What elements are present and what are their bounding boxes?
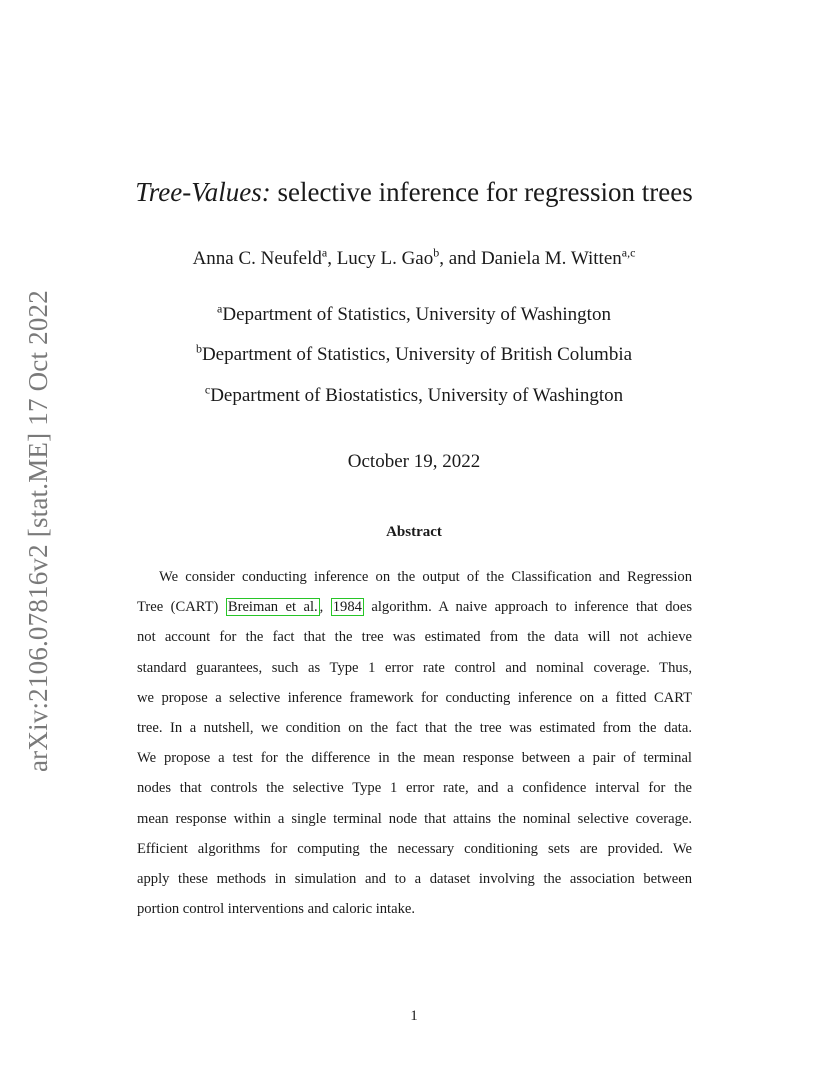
affiliation-text: Department of Biostatistics, University of Washington — [210, 385, 624, 406]
abstract-line: apply these methods in simulation and to a dataset involving the association between — [137, 870, 692, 887]
abstract-line: standard guarantees, such as Type 1 error rate control and nominal coverage. Thus, — [137, 659, 692, 676]
affiliation-line — [0, 342, 828, 368]
publication-date: October 19, 2022 — [347, 451, 481, 472]
abstract-text: algorithm. A naive approach to inference that does — [363, 599, 693, 616]
author-affiliation-mark: b — [433, 245, 440, 260]
author-name: Anna C. Neufeld — [192, 248, 322, 269]
author-affiliation-mark: a — [321, 245, 328, 260]
affiliation-mark: b — [195, 341, 202, 356]
author-separator: , and — [439, 248, 481, 269]
page-number: 1 — [410, 1008, 418, 1024]
author-list — [0, 246, 828, 272]
abstract-line: we propose a selective inference framework for conducting inference on a fitted CART — [137, 689, 692, 706]
abstract-line: mean response within a single terminal node that attains the nominal selective coverage. — [137, 810, 692, 827]
abstract-line: Efficient algorithms for computing the necessary conditioning sets are provided. We — [137, 840, 692, 857]
abstract-line: tree. In a nutshell, we condition on the fact that the tree was estimated from the data. — [137, 719, 692, 736]
affiliation-line — [0, 302, 828, 328]
abstract-line: We propose a test for the difference in the mean response between a pair of terminal — [137, 750, 692, 767]
affiliation-mark: a — [217, 301, 223, 316]
affiliation-line — [0, 383, 828, 409]
abstract-line: nodes that controls the selective Type 1 error rate, and a confidence interval for the — [137, 780, 692, 797]
affiliation-text: Department of Statistics, University of Washington — [222, 304, 611, 325]
abstract-line: not account for the fact that the tree was estimated from the data will not achieve — [137, 629, 692, 646]
abstract-heading: Abstract — [386, 524, 442, 540]
title-rest: selective inference for regression trees — [270, 177, 693, 207]
author-separator: , — [327, 248, 337, 269]
arxiv-identifier-stamp[interactable]: arXiv:2106.07816v2 [stat.ME] 17 Oct 2022 — [23, 290, 53, 772]
affiliation-text: Department of Statistics, University of British Columbia — [201, 344, 633, 365]
abstract-line — [137, 592, 692, 622]
affiliation-mark: c — [204, 382, 211, 397]
author-affiliation-mark: a,c — [621, 245, 636, 260]
abstract-line: portion control interventions and caloric intake. — [137, 901, 416, 918]
title-italic-part: Tree-Values: — [135, 177, 271, 207]
citation-link-year[interactable]: 1984 — [332, 599, 362, 616]
abstract-text: Tree (CART) — [137, 599, 226, 616]
citation-separator: , — [319, 599, 331, 616]
paper-title — [0, 172, 828, 212]
abstract-body — [137, 562, 692, 924]
citation-link-author[interactable]: Breiman et al. — [227, 599, 318, 616]
author-name: Daniela M. Witten — [480, 248, 622, 269]
author-name: Lucy L. Gao — [336, 248, 434, 269]
abstract-line: We consider conducting inference on the output of the Classification and Regression — [159, 569, 692, 585]
